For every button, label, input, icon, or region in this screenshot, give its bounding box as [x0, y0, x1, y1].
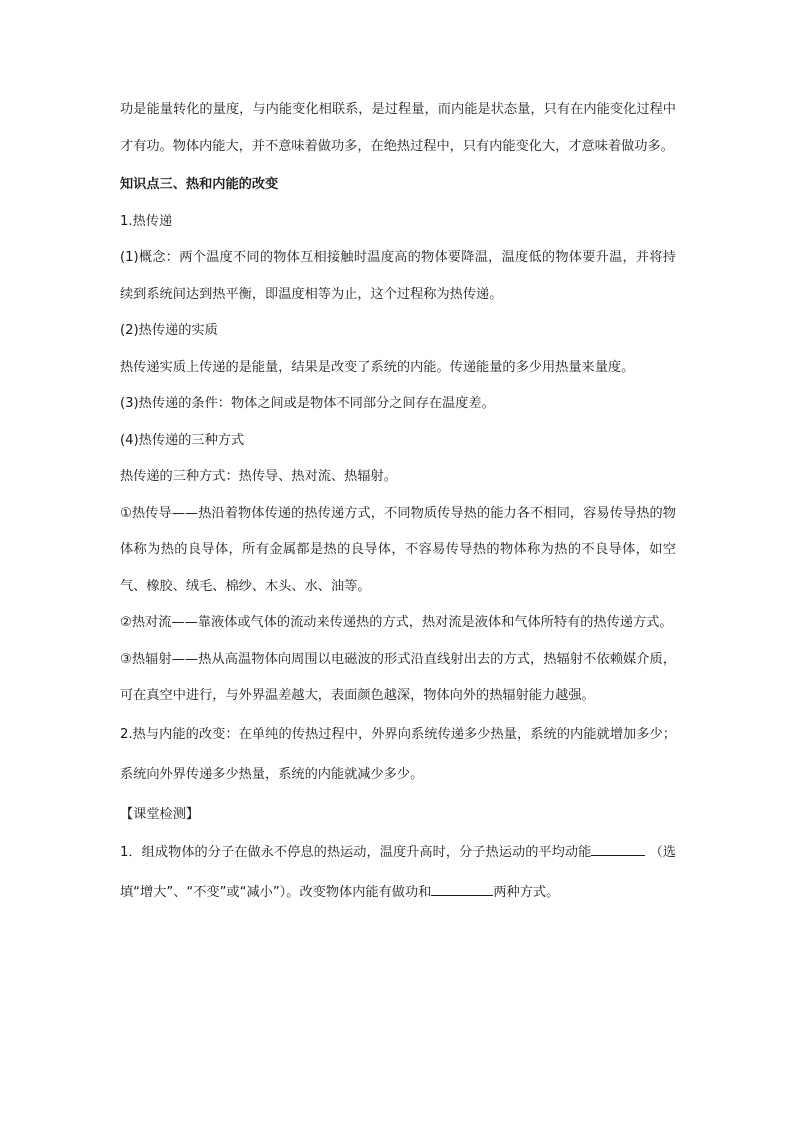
mode-convection: ②热对流——靠液体或气体的流动来传递热的方式，热对流是液体和气体所特有的热传递方式。 — [120, 615, 673, 630]
intro-paragraph: 功是能量转化的量度，与内能变化相联系，是过程量，而内能是状态量，只有在内能变化过程中才有功。物体内能大，并不意味着做功多，在绝热过程中，只有内能变化大，才意味着做功多。 — [120, 102, 676, 154]
mode-conduction: ①热传导——热沿着物体传递的热传递方式，不同物质传导热的能力各不相同，容易传导热的物体称为热的良导体，所有金属都是热的良导体，不容易传导热的物体称为热的不良导体，如空气、橡胶、绒毛、棉纱、木头、水、油等。 — [120, 505, 676, 594]
section-heading-3: 知识点三、热和内能的改变 — [120, 177, 279, 192]
item-concept: (1)概念：两个温度不同的物体互相接触时温度高的物体要降温，温度低的物体要升温，并将持续到系统间达到热平衡，即温度相等为止，这个过程称为热传递。 — [120, 250, 676, 302]
question-1 — [120, 833, 676, 913]
item-essence: (2)热传递的实质 — [120, 323, 218, 338]
question-1-part1: 1．组成物体的分子在做永不停息的热运动，温度升高时，分子热运动的平均动能 — [120, 845, 592, 860]
answer-blank-1[interactable] — [591, 841, 645, 856]
mode-radiation: ③热辐射——热从高温物体向周围以电磁波的形式沿直线射出去的方式，热辐射不依赖媒介质，可在真空中进行，与外界温差越大，表面颜色越深，物体向外的热辐射能力越强。 — [120, 651, 676, 703]
item-heat-transfer: 1.热传递 — [120, 213, 173, 229]
item-three-modes-text: 热传递的三种方式：热传导、热对流、热辐射。 — [120, 469, 397, 484]
item-condition: (3)热传递的条件：物体之间或是物体不同部分之间存在温度差。 — [120, 396, 495, 411]
item-heat-internal-energy: 2.热与内能的改变：在单纯的传热过程中，外界向系统传递多少热量，系统的内能就增加多少；系统向外界传递多少热量，系统的内能就减少多少。 — [120, 726, 676, 782]
question-1-part3: 两种方式。 — [493, 885, 560, 900]
item-essence-text: 热传递实质上传递的是能量，结果是改变了系统的内能。传递能量的多少用热量来量度。 — [120, 359, 635, 375]
answer-blank-2[interactable] — [431, 881, 493, 896]
document-page — [120, 92, 676, 913]
question-1-part2: （选填“增大”、“不变”或“减小”）。改变物体内能有做功和 — [120, 845, 676, 900]
item-three-modes: (4)热传递的三种方式 — [120, 432, 245, 448]
section-class-check: 【课堂检测】 — [120, 806, 200, 822]
